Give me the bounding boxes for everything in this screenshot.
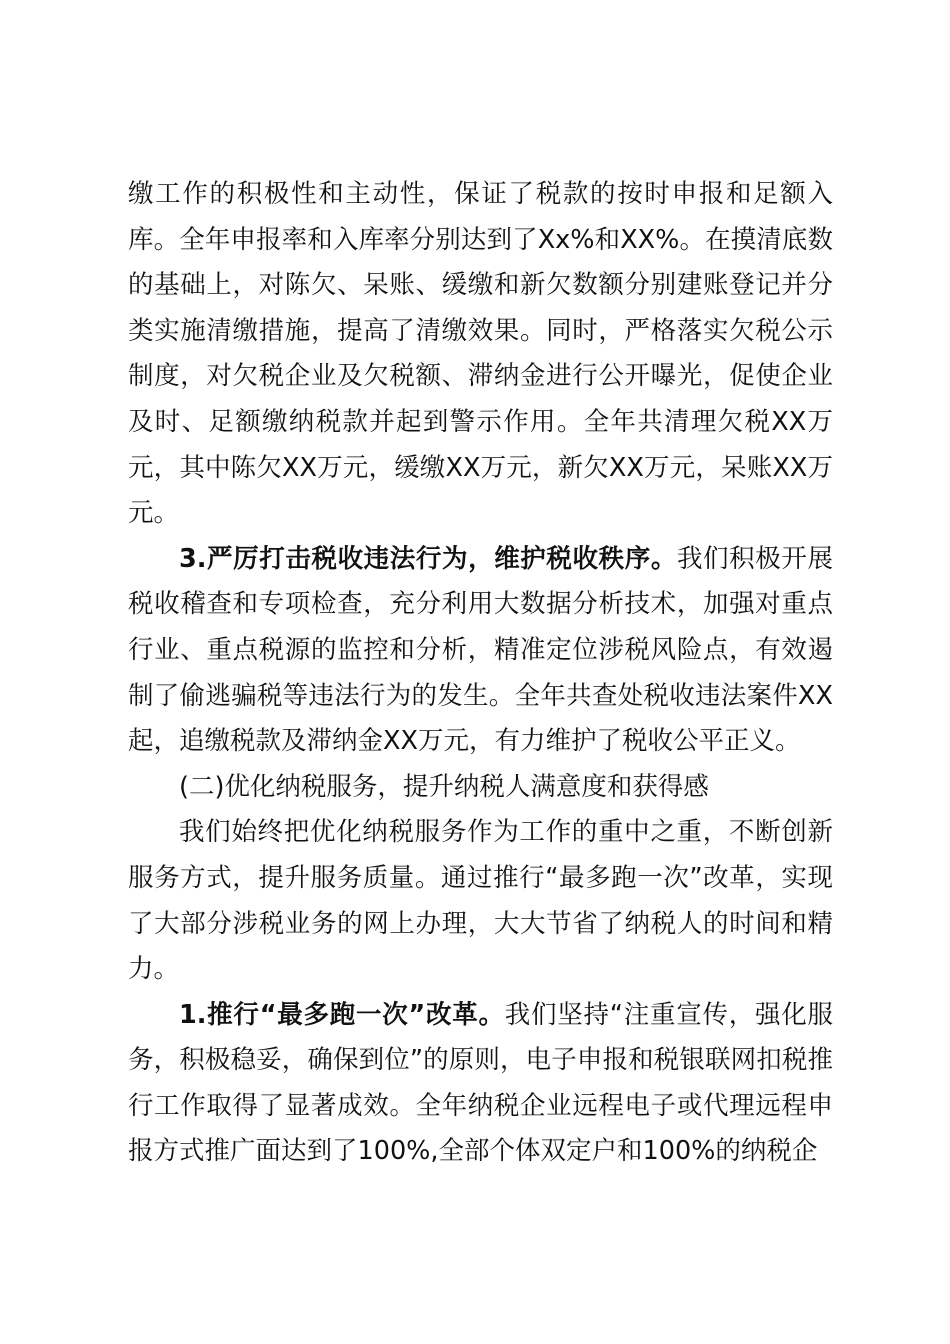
paragraph-heading: 3.严厉打击税收违法行为，维护税收秩序。: [179, 543, 677, 574]
paragraph-heading: 1.推行“最多跑一次”改革。: [179, 999, 505, 1030]
paragraph-continuation: 缴工作的积极性和主动性，保证了税款的按时申报和足额入库。全年申报率和入库率分别达到了Xx%和XX%。在摸清底数的基础上，对陈欠、呆账、缓缴和新欠数额分别建账登记并分类实施清缴措施，提高了清缴效果。同时，严格落实欠税公示制度，对欠税企业及欠税额、滞纳金进行公开曝光，促使企业及时、足额缴纳税款并起到警示作用。全年共清理欠税XX万元，其中陈欠XX万元，缓缴XX万元，新欠XX万元，呆账XX万元。: [128, 179, 833, 529]
paragraph-text: 我们坚持“注重宣传，强化服务，积极稳妥，确保到位”的原则，电子申报和税银联网扣税推行工作取得了显著成效。全年纳税企业远程电子或代理远程申报方式推广面达到了100%,全部个体双定户和100%的纳税企: [128, 999, 833, 1167]
paragraph-service-intro: 我们始终把优化纳税服务作为工作的重中之重，不断创新服务方式，提升服务质量。通过推行“最多跑一次”改革，实现了大部分涉税业务的网上办理，大大节省了纳税人的时间和精力。: [128, 817, 833, 985]
paragraph-enforcement: [128, 537, 833, 765]
paragraph-text: 我们积极开展税收稽查和专项检查，充分利用大数据分析技术，加强对重点行业、重点税源的监控和分析，精准定位涉税风险点，有效遏制了偷逃骗税等违法行为的发生。全年共查处税收违法案件XX起，追缴税款及滞纳金XX万元，有力维护了税收公平正义。: [128, 543, 833, 757]
paragraph-reform: [128, 993, 833, 1175]
document-body: [128, 172, 833, 1175]
section-heading: (二)优化纳税服务，提升纳税人满意度和获得感: [179, 771, 709, 802]
